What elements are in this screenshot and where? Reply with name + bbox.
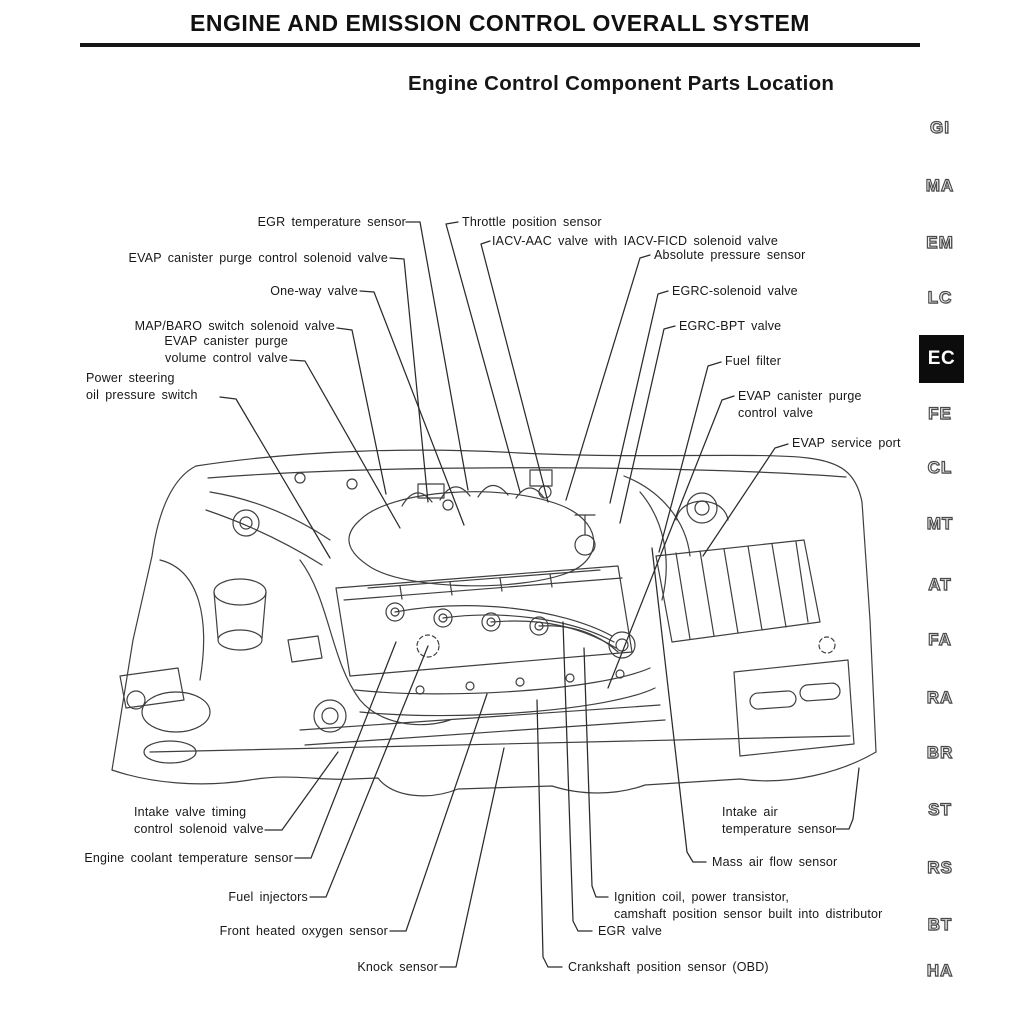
label-intake-valve-timing-control-solenoid-valve: Intake valve timing control solenoid valve: [134, 805, 264, 836]
label-egrc-bpt-valve: EGRC-BPT valve: [679, 319, 782, 333]
label-crankshaft-position-sensor: Crankshaft position sensor (OBD): [568, 960, 769, 974]
section-subtitle: Engine Control Component Parts Location: [408, 72, 835, 95]
label-egrc-solenoid-valve: EGRC-solenoid valve: [672, 284, 798, 298]
sidebar-code-ec-active: EC: [919, 335, 964, 383]
label-absolute-pressure-sensor: Absolute pressure sensor: [654, 248, 806, 262]
label-fuel-injectors: Fuel injectors: [228, 890, 308, 904]
sidebar-code-fe: FE: [928, 404, 952, 423]
label-mass-air-flow-sensor: Mass air flow sensor: [712, 855, 838, 869]
sidebar-code-gi: GI: [930, 118, 950, 137]
sidebar-code-em: EM: [926, 233, 954, 252]
sidebar-code-ma: MA: [925, 176, 955, 195]
label-map-baro-switch-solenoid-valve: MAP/BARO switch solenoid valve: [134, 319, 335, 333]
sidebar-code-lc: LC: [927, 288, 953, 307]
label-evap-canister-purge-volume-control-valve: EVAP canister purge volume control valve: [164, 334, 288, 365]
sidebar-code-cl: CL: [927, 458, 953, 477]
label-knock-sensor: Knock sensor: [357, 960, 438, 974]
sidebar-code-at: AT: [928, 575, 952, 594]
label-front-heated-oxygen-sensor: Front heated oxygen sensor: [219, 924, 388, 938]
page-title: ENGINE AND EMISSION CONTROL OVERALL SYSTEM: [190, 10, 810, 36]
label-engine-coolant-temperature-sensor: Engine coolant temperature sensor: [84, 851, 293, 865]
sidebar-code-br: BR: [926, 743, 954, 762]
label-evap-canister-purge-control-solenoid-valve: EVAP canister purge control solenoid valve: [128, 251, 388, 265]
label-evap-canister-purge-control-valve: EVAP canister purge control valve: [738, 389, 862, 420]
label-evap-service-port: EVAP service port: [792, 436, 901, 450]
sidebar-code-ha: HA: [926, 961, 954, 980]
label-egr-temperature-sensor: EGR temperature sensor: [257, 215, 406, 229]
sidebar-code-bt: BT: [927, 915, 953, 934]
sidebar-code-st: ST: [928, 800, 952, 819]
sidebar-code-rs: RS: [927, 858, 953, 877]
label-ignition-coil-distributor: Ignition coil, power transistor, camshaft position sensor built into distributor: [614, 890, 883, 921]
label-iacv-aac-valve: IACV-AAC valve with IACV-FICD solenoid valve: [492, 234, 778, 248]
car-body-outline: [112, 450, 876, 796]
label-intake-air-temperature-sensor: Intake air temperature sensor: [722, 805, 837, 836]
label-fuel-filter: Fuel filter: [725, 354, 782, 368]
label-one-way-valve: One-way valve: [270, 284, 358, 298]
sidebar-code-mt: MT: [926, 514, 954, 533]
label-throttle-position-sensor: Throttle position sensor: [462, 215, 602, 229]
sidebar-code-ra: RA: [926, 688, 954, 707]
label-power-steering-oil-pressure-switch: Power steering oil pressure switch: [86, 371, 198, 402]
label-egr-valve: EGR valve: [598, 924, 663, 938]
sidebar-code-fa: FA: [928, 630, 952, 649]
